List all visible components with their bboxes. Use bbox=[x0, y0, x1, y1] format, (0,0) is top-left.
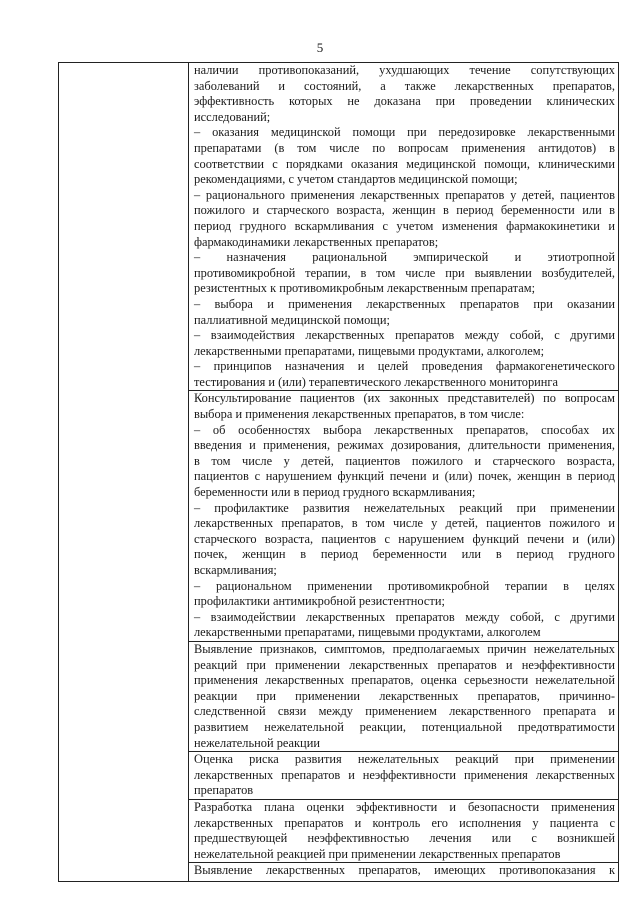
text-line: рекомендациями, с учетом стандартов медицинской помощи; bbox=[194, 172, 518, 187]
text-line: Оценка риска развития нежелательных реакций при применении bbox=[194, 752, 615, 767]
text-line: соответствии с порядками оказания медицинской помощи, клиническими bbox=[194, 156, 615, 171]
text-line: паллиативной медицинской помощи; bbox=[194, 312, 390, 327]
text-line: в том числе у детей, пациентов пожилого и старческого возраста, bbox=[194, 453, 615, 468]
cell-text bbox=[194, 800, 615, 862]
text-line: Выявление признаков, симптомов, предполагаемых причин нежелательных bbox=[194, 641, 615, 656]
text-line: нежелательной реакцией при применении лекарственных препаратов bbox=[194, 846, 561, 861]
text-line: развитием нежелательной реакции, потенциальной предотвратимости bbox=[194, 719, 615, 734]
cell-text bbox=[194, 391, 615, 641]
text-line: выбора и применения лекарственных препаратов, в том числе: bbox=[194, 407, 525, 422]
text-line: – назначения рациональной эмпирической и этиотропной bbox=[194, 250, 615, 265]
page-number: 5 bbox=[316, 40, 324, 55]
cell-text bbox=[194, 863, 615, 879]
text-line: предшествующей неэффективностью лечения или с возникшей bbox=[194, 831, 615, 846]
text-line: – об особенностях выбора лекарственных препаратов, способах их bbox=[194, 422, 615, 437]
text-line: старческого возраста, пациентов с нарушением функций печени и (или) bbox=[194, 531, 615, 546]
text-line: – оказания медицинской помощи при передозировке лекарственными bbox=[194, 125, 615, 140]
text-line: препаратов bbox=[194, 783, 254, 798]
text-line: наличии противопоказаний, ухудшающих течение сопутствующих bbox=[194, 63, 615, 77]
text-line: почек, женщин в период беременности или в период грудного bbox=[194, 547, 615, 562]
text-line: Консультирование пациентов (их законных представителей) по вопросам bbox=[194, 391, 615, 406]
cell-text bbox=[194, 63, 615, 390]
text-line: – рационального применения лекарственных препаратов у детей, пациентов bbox=[194, 187, 615, 202]
cell-text bbox=[194, 642, 615, 751]
text-line: пациентов с нарушением функций печени и (или) почек, женщин в период bbox=[194, 469, 615, 484]
text-line: исследований; bbox=[194, 109, 271, 124]
text-line: реакций при применении лекарственных препаратов и неэффективности bbox=[194, 657, 615, 672]
text-line: – принципов назначения и целей проведения фармакогенетического bbox=[194, 359, 615, 374]
text-line: вскармливания; bbox=[194, 563, 277, 577]
text-line: лекарственными препаратами, пищевыми продуктами, алкоголем bbox=[194, 625, 541, 640]
text-line: реакции при применении лекарственных препаратов, причинно- bbox=[194, 688, 615, 703]
text-line: Выявление лекарственных препаратов, имеющих противопоказания к bbox=[194, 863, 615, 878]
text-line: – взаимодействии лекарственных препаратов между собой, с другими bbox=[194, 609, 615, 624]
text-line: беременности или в период грудного вскармливания; bbox=[194, 485, 476, 500]
table-cell bbox=[189, 63, 619, 391]
text-line: препаратами (в том числе по вопросам применения антидотов) в bbox=[194, 140, 615, 155]
text-line: – рациональном применении противомикробной терапии в целях bbox=[194, 578, 615, 593]
text-line: профилактики антимикробной резистентности; bbox=[194, 594, 445, 609]
text-line: фармакодинамики лекарственных препаратов; bbox=[194, 234, 439, 249]
text-line: тестирования и (или) терапевтического лекарственного мониторинга bbox=[194, 374, 558, 389]
text-line: заболеваний и состояний, а также лекарственных препаратов, bbox=[194, 78, 615, 93]
text-line: нежелательной реакции bbox=[194, 735, 320, 750]
text-line: лекарственных препаратов, в том числе у детей, пациентов пожилого и bbox=[194, 516, 615, 531]
text-line: эффективность которых не доказана при проведении клинических bbox=[194, 94, 615, 109]
text-line: введения и применения, режимах дозирования, длительности применения, bbox=[194, 438, 615, 453]
text-line: лекарственными препаратами, пищевыми продуктами, алкоголем; bbox=[194, 343, 545, 358]
text-line: период грудного вскармливания с учетом изменения фармакокинетики и bbox=[194, 218, 615, 233]
text-line: Разработка плана оценки эффективности и безопасности применения bbox=[194, 799, 615, 814]
table-cell bbox=[189, 391, 619, 642]
text-line: лекарственных препаратов и контроль его исполнения у пациента с bbox=[194, 815, 615, 830]
cell-text bbox=[194, 752, 615, 799]
table-cell bbox=[189, 799, 619, 862]
text-line: применения лекарственных препаратов, оценка серьезности нежелательной bbox=[194, 673, 615, 688]
text-line: лекарственных препаратов и неэффективности применения лекарственных bbox=[194, 767, 615, 782]
left-column-cell bbox=[59, 63, 189, 882]
text-line: – профилактике развития нежелательных реакций при применении bbox=[194, 500, 615, 515]
text-line: – выбора и применения лекарственных препаратов при оказании bbox=[194, 296, 615, 311]
text-line: – взаимодействия лекарственных препаратов между собой, с другими bbox=[194, 328, 615, 343]
table-row bbox=[59, 63, 619, 391]
competency-table bbox=[58, 62, 619, 882]
text-line: следственной связи между применением лекарственного препарата и bbox=[194, 704, 615, 719]
table-cell bbox=[189, 752, 619, 800]
text-line: пожилого и старческого возраста, женщин в период беременности или в bbox=[194, 203, 615, 218]
text-line: резистентных к противомикробным лекарственным препаратам; bbox=[194, 281, 536, 296]
table-cell bbox=[189, 863, 619, 882]
table-cell bbox=[189, 641, 619, 751]
text-line: противомикробной терапии, в том числе при выявлении возбудителей, bbox=[194, 265, 615, 280]
